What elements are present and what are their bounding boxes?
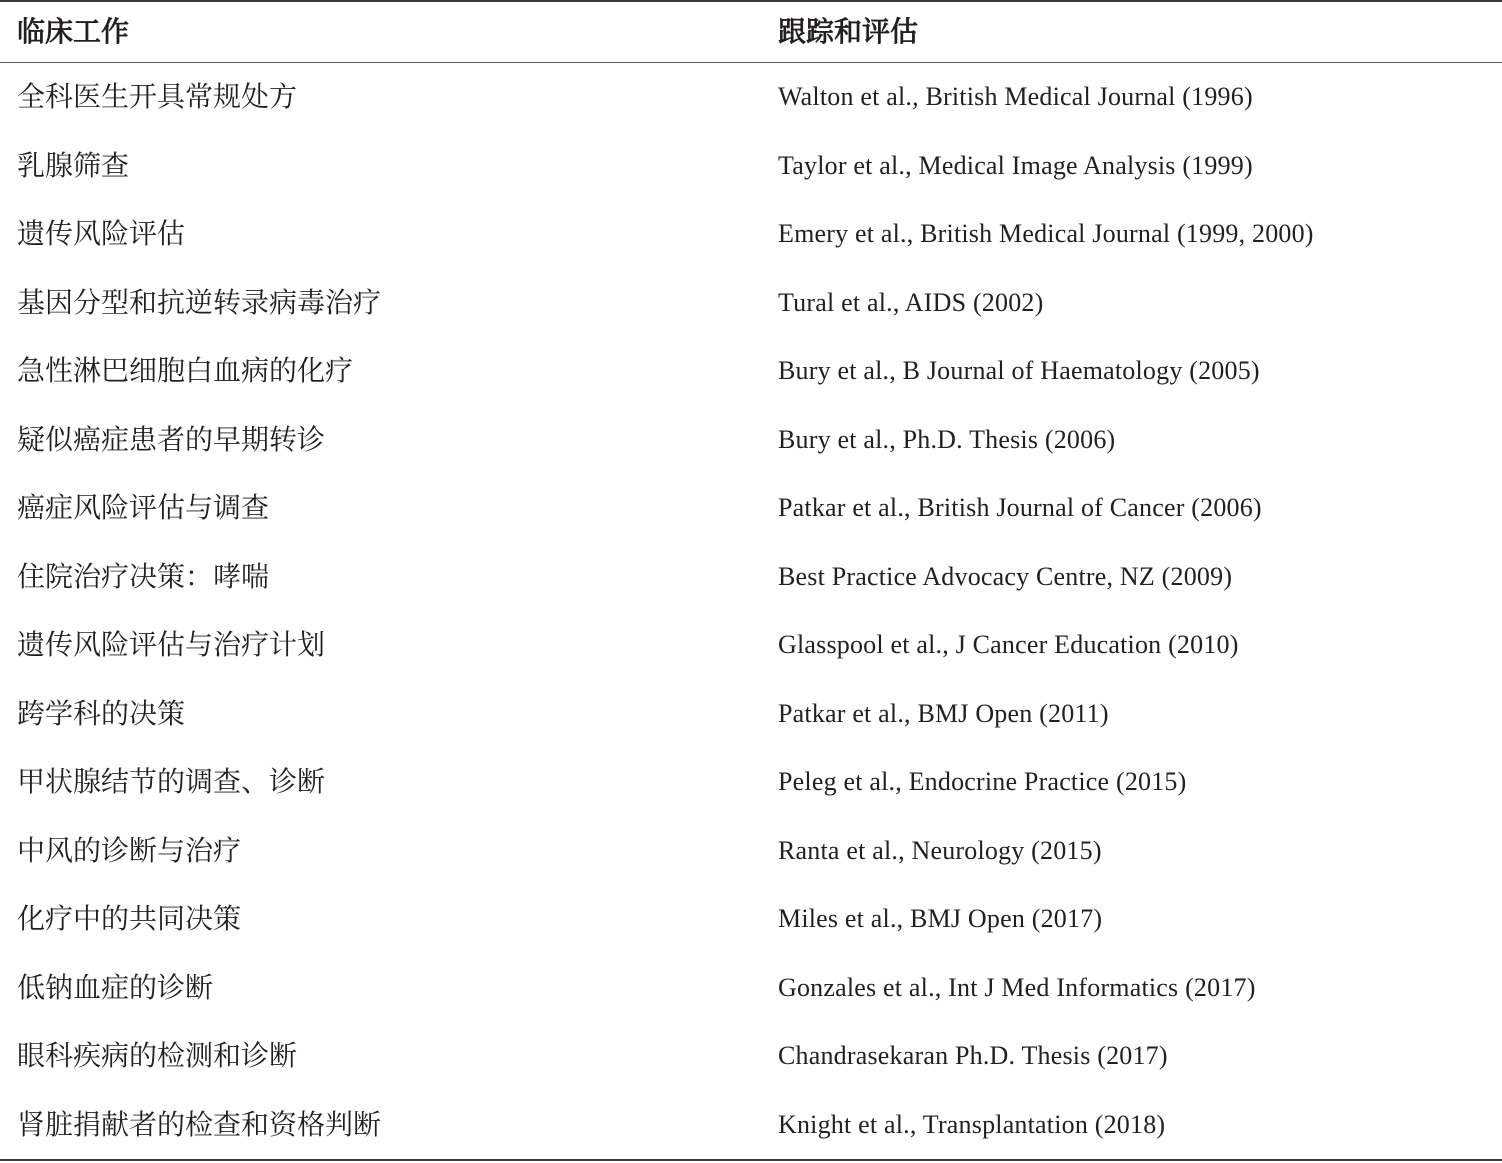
clinical-task-cell: 甲状腺结节的调查、诊断 — [17, 765, 326, 799]
reference-cell: Tural et al., AIDS (2002) — [778, 287, 1044, 317]
table-row — [0, 748, 1502, 817]
table-row — [0, 337, 1502, 406]
table-row — [0, 680, 1502, 749]
table-header-row — [0, 2, 1502, 62]
clinical-task-cell: 中风的诊断与治疗 — [17, 833, 242, 867]
reference-cell: Peleg et al., Endocrine Practice (2015) — [778, 767, 1187, 797]
clinical-task-cell: 全科医生开具常规处方 — [17, 80, 298, 114]
reference-cell: Glasspool et al., J Cancer Education (2010) — [778, 630, 1239, 660]
reference-cell: Miles et al., BMJ Open (2017) — [778, 904, 1103, 934]
reference-cell: Bury et al., B Journal of Haematology (2005) — [778, 356, 1260, 386]
clinical-task-cell: 遗传风险评估与治疗计划 — [17, 628, 326, 662]
clinical-task-cell: 住院治疗决策：哮喘 — [17, 559, 270, 593]
table-row — [0, 611, 1502, 680]
table-row — [0, 406, 1502, 475]
clinical-task-cell: 乳腺筛查 — [17, 148, 130, 182]
table-row — [0, 269, 1502, 338]
reference-cell: Knight et al., Transplantation (2018) — [778, 1109, 1166, 1139]
table-row — [0, 132, 1502, 201]
table-row — [0, 885, 1502, 954]
clinical-task-cell: 跨学科的决策 — [17, 696, 186, 730]
clinical-task-cell: 急性淋巴细胞白血病的化疗 — [17, 354, 354, 388]
reference-cell: Taylor et al., Medical Image Analysis (1999) — [778, 150, 1253, 180]
table-row — [0, 954, 1502, 1023]
reference-cell: Gonzales et al., Int J Med Informatics (2017) — [778, 972, 1256, 1002]
reference-cell: Patkar et al., BMJ Open (2011) — [778, 698, 1109, 728]
table-row — [0, 63, 1502, 132]
clinical-task-cell: 低钠血症的诊断 — [17, 970, 214, 1004]
clinical-task-cell: 化疗中的共同决策 — [17, 902, 242, 936]
table-row — [0, 1091, 1502, 1160]
reference-cell: Patkar et al., British Journal of Cancer (2006) — [778, 493, 1262, 523]
reference-cell: Ranta et al., Neurology (2015) — [778, 835, 1102, 865]
clinical-task-cell: 基因分型和抗逆转录病毒治疗 — [17, 285, 382, 319]
table-row — [0, 1022, 1502, 1091]
reference-cell: Best Practice Advocacy Centre, NZ (2009) — [778, 561, 1233, 591]
header-tracking-evaluation: 跟踪和评估 — [778, 15, 919, 48]
table-row — [0, 543, 1502, 612]
table-row — [0, 474, 1502, 543]
clinical-task-cell: 眼科疾病的检测和诊断 — [17, 1039, 298, 1073]
table-bottom-rule — [0, 1159, 1502, 1161]
clinical-task-cell: 癌症风险评估与调查 — [17, 491, 270, 525]
reference-cell: Walton et al., British Medical Journal (1996) — [778, 82, 1253, 112]
reference-cell: Bury et al., Ph.D. Thesis (2006) — [778, 424, 1116, 454]
header-clinical-task: 临床工作 — [17, 15, 130, 48]
clinical-task-cell: 肾脏捐献者的检查和资格判断 — [17, 1107, 382, 1141]
table-row — [0, 817, 1502, 886]
table-row — [0, 200, 1502, 269]
clinical-task-cell: 遗传风险评估 — [17, 217, 186, 251]
table-body — [0, 63, 1502, 1159]
reference-cell: Chandrasekaran Ph.D. Thesis (2017) — [778, 1041, 1168, 1071]
reference-cell: Emery et al., British Medical Journal (1999, 2000) — [778, 219, 1314, 249]
clinical-task-cell: 疑似癌症患者的早期转诊 — [17, 422, 326, 456]
